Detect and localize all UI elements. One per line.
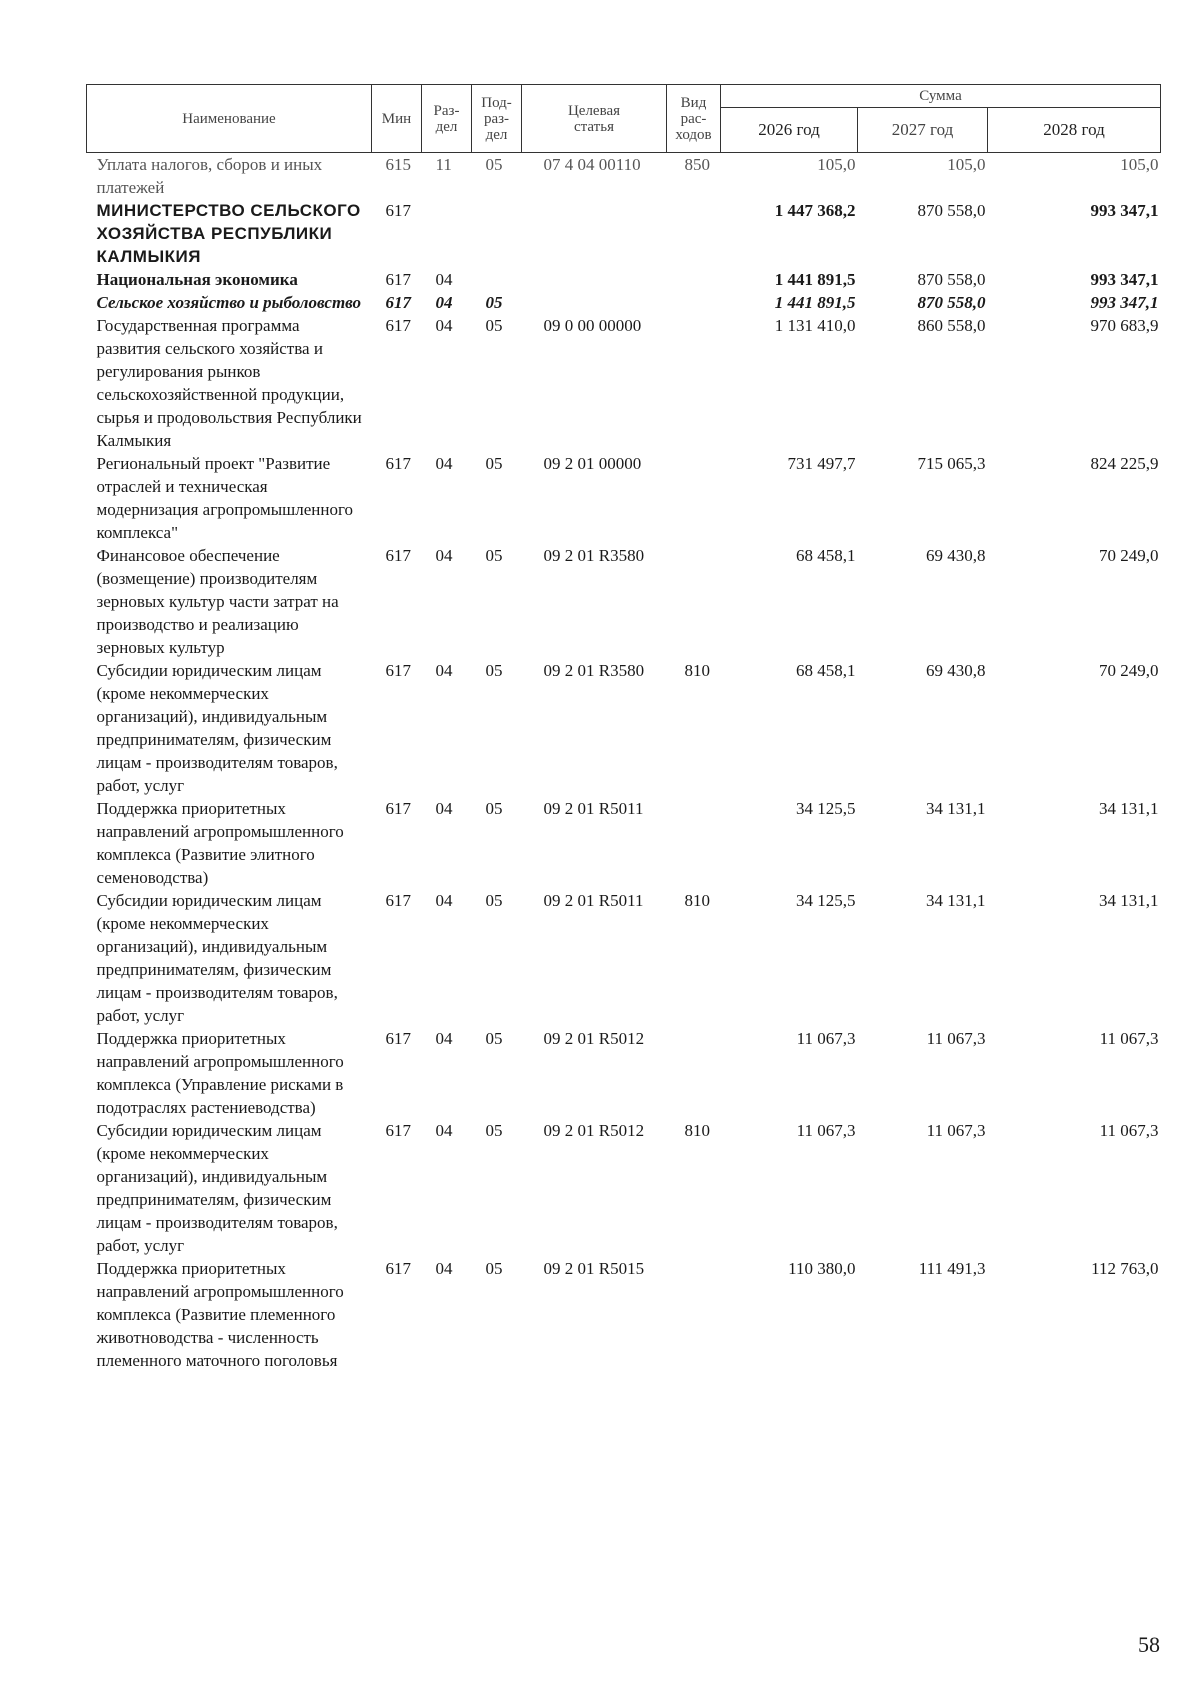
row-sum-2026: 1 131 410,0 bbox=[774, 316, 856, 335]
row-name: Субсидии юридическим лицам (кроме некоммерческих организаций), индивидуальным предпринимателям, физическим лицам - производителям товаров, работ, услуг bbox=[96, 891, 338, 1025]
row-name: Поддержка приоритетных направлений агропромышленного комплекса (Развитие племенного животноводства - численность племенного маточного поголовья bbox=[96, 1259, 344, 1370]
row-sum-2027: 870 558,0 bbox=[917, 293, 986, 312]
row-min: 617 bbox=[385, 316, 411, 335]
row-podrazdel: 05 bbox=[485, 1029, 503, 1048]
row-sum-2027: 715 065,3 bbox=[917, 454, 986, 473]
header-min: Мин bbox=[372, 85, 422, 153]
header-name: Наименование bbox=[87, 85, 372, 153]
row-name: Субсидии юридическим лицам (кроме некоммерческих организаций), индивидуальным предпринимателям, физическим лицам - производителям товаров, работ, услуг bbox=[96, 1121, 338, 1255]
row-name: Поддержка приоритетных направлений агропромышленного комплекса (Развитие элитного семеноводства) bbox=[96, 799, 344, 887]
row-podrazdel: 05 bbox=[485, 1121, 503, 1140]
table-row bbox=[87, 291, 1161, 314]
row-min: 617 bbox=[385, 1029, 411, 1048]
row-sum-2028: 993 347,1 bbox=[1090, 270, 1159, 289]
row-sum-2027: 870 558,0 bbox=[917, 270, 986, 289]
row-sum-2026: 68 458,1 bbox=[796, 546, 856, 565]
table-row bbox=[87, 659, 1161, 797]
row-sum-2028: 112 763,0 bbox=[1091, 1259, 1159, 1278]
row-target bbox=[522, 291, 667, 314]
row-target: 09 2 01 R5011 bbox=[543, 799, 644, 818]
row-target: 07 4 04 00110 bbox=[543, 155, 641, 174]
row-podrazdel bbox=[472, 199, 522, 268]
header-razdel: Раз- дел bbox=[422, 85, 472, 153]
row-podrazdel: 05 bbox=[485, 155, 503, 174]
row-razdel bbox=[422, 199, 472, 268]
header-2027: 2027 год bbox=[858, 108, 988, 153]
row-razdel: 04 bbox=[435, 546, 453, 565]
budget-table-sheet bbox=[86, 84, 1160, 1372]
row-sum-2028: 34 131,1 bbox=[1099, 799, 1159, 818]
header-summa: Сумма bbox=[721, 85, 1161, 108]
table-row bbox=[87, 268, 1161, 291]
table-header bbox=[87, 85, 1161, 153]
row-razdel: 04 bbox=[435, 293, 453, 312]
row-razdel: 04 bbox=[435, 799, 453, 818]
row-sum-2028: 11 067,3 bbox=[1099, 1029, 1159, 1048]
row-target: 09 2 01 R3580 bbox=[543, 661, 645, 680]
row-podrazdel: 05 bbox=[485, 891, 503, 910]
row-min: 617 bbox=[385, 270, 411, 289]
header-2026: 2026 год bbox=[721, 108, 858, 153]
row-sum-2027: 34 131,1 bbox=[926, 891, 986, 910]
row-sum-2027: 111 491,3 bbox=[918, 1259, 986, 1278]
row-sum-2028: 105,0 bbox=[1120, 155, 1159, 174]
row-sum-2027: 69 430,8 bbox=[926, 546, 986, 565]
table-row bbox=[87, 452, 1161, 544]
row-vid bbox=[667, 314, 721, 452]
row-sum-2028: 70 249,0 bbox=[1099, 546, 1159, 565]
row-min: 617 bbox=[385, 201, 411, 220]
row-vid bbox=[667, 199, 721, 268]
row-razdel: 04 bbox=[435, 1121, 453, 1140]
row-vid bbox=[667, 291, 721, 314]
row-min: 617 bbox=[385, 293, 411, 312]
row-podrazdel: 05 bbox=[485, 546, 503, 565]
row-sum-2028: 34 131,1 bbox=[1099, 891, 1159, 910]
row-sum-2028: 970 683,9 bbox=[1090, 316, 1159, 335]
row-vid: 810 bbox=[684, 661, 710, 680]
table-row bbox=[87, 1027, 1161, 1119]
header-vid: Вид рас- ходов bbox=[667, 85, 721, 153]
table-row bbox=[87, 544, 1161, 659]
row-vid bbox=[667, 544, 721, 659]
row-target: 09 0 00 00000 bbox=[543, 316, 642, 335]
row-sum-2028: 11 067,3 bbox=[1099, 1121, 1159, 1140]
row-podrazdel: 05 bbox=[485, 293, 503, 312]
row-vid: 810 bbox=[684, 891, 710, 910]
row-sum-2026: 11 067,3 bbox=[796, 1121, 856, 1140]
row-min: 615 bbox=[385, 155, 411, 174]
row-sum-2028: 993 347,1 bbox=[1090, 201, 1159, 220]
row-vid bbox=[667, 797, 721, 889]
row-sum-2026: 731 497,7 bbox=[787, 454, 856, 473]
row-razdel: 04 bbox=[435, 454, 453, 473]
row-podrazdel: 05 bbox=[485, 1259, 503, 1278]
row-name: Сельское хозяйство и рыболовство bbox=[96, 293, 362, 312]
row-sum-2026: 34 125,5 bbox=[796, 799, 856, 818]
row-name: Поддержка приоритетных направлений агропромышленного комплекса (Управление рисками в подотраслях растениеводства) bbox=[96, 1029, 344, 1117]
row-sum-2026: 1 441 891,5 bbox=[774, 293, 856, 312]
row-name: МИНИСТЕРСТВО СЕЛЬСКОГО ХОЗЯЙСТВА РЕСПУБЛИКИ КАЛМЫКИЯ bbox=[96, 201, 361, 266]
page-number: 58 bbox=[1138, 1632, 1160, 1657]
row-podrazdel: 05 bbox=[485, 799, 503, 818]
row-min: 617 bbox=[385, 546, 411, 565]
row-min: 617 bbox=[385, 891, 411, 910]
row-target: 09 2 01 R5015 bbox=[543, 1259, 645, 1278]
row-target: 09 2 01 R3580 bbox=[543, 546, 645, 565]
row-sum-2026: 1 447 368,2 bbox=[774, 201, 856, 220]
row-vid: 850 bbox=[684, 155, 710, 174]
row-vid bbox=[667, 268, 721, 291]
row-vid bbox=[667, 1027, 721, 1119]
row-sum-2026: 1 441 891,5 bbox=[774, 270, 856, 289]
row-min: 617 bbox=[385, 1259, 411, 1278]
row-sum-2026: 105,0 bbox=[817, 155, 856, 174]
row-sum-2027: 860 558,0 bbox=[917, 316, 986, 335]
row-razdel: 04 bbox=[435, 661, 453, 680]
row-sum-2028: 824 225,9 bbox=[1090, 454, 1159, 473]
table-row bbox=[87, 797, 1161, 889]
row-name: Субсидии юридическим лицам (кроме некоммерческих организаций), индивидуальным предпринимателям, физическим лицам - производителям товаров, работ, услуг bbox=[96, 661, 338, 795]
row-target bbox=[522, 268, 667, 291]
row-razdel: 04 bbox=[435, 270, 453, 289]
header-2028: 2028 год bbox=[988, 108, 1161, 153]
row-name: Уплата налогов, сборов и иных платежей bbox=[96, 155, 323, 197]
row-podrazdel: 05 bbox=[485, 454, 503, 473]
row-min: 617 bbox=[385, 799, 411, 818]
row-sum-2028: 70 249,0 bbox=[1099, 661, 1159, 680]
row-sum-2027: 11 067,3 bbox=[926, 1121, 986, 1140]
row-vid: 810 bbox=[684, 1121, 710, 1140]
row-sum-2026: 34 125,5 bbox=[796, 891, 856, 910]
row-target: 09 2 01 00000 bbox=[543, 454, 642, 473]
table-row bbox=[87, 153, 1161, 200]
row-vid bbox=[667, 1257, 721, 1372]
row-podrazdel: 05 bbox=[485, 316, 503, 335]
table-row bbox=[87, 889, 1161, 1027]
table-body bbox=[87, 153, 1161, 1373]
row-podrazdel: 05 bbox=[485, 661, 503, 680]
table-row bbox=[87, 1119, 1161, 1257]
row-sum-2027: 105,0 bbox=[947, 155, 986, 174]
row-sum-2027: 34 131,1 bbox=[926, 799, 986, 818]
row-name: Государственная программа развития сельского хозяйства и регулирования рынков сельскохозяйственной продукции, сырья и продовольствия Республики Калмыкия bbox=[96, 316, 362, 450]
row-min: 617 bbox=[385, 661, 411, 680]
row-sum-2026: 68 458,1 bbox=[796, 661, 856, 680]
row-razdel: 04 bbox=[435, 891, 453, 910]
table-row bbox=[87, 199, 1161, 268]
row-target bbox=[522, 199, 667, 268]
header-target: Целевая статья bbox=[522, 85, 667, 153]
row-sum-2026: 11 067,3 bbox=[796, 1029, 856, 1048]
row-podrazdel bbox=[472, 268, 522, 291]
row-sum-2027: 69 430,8 bbox=[926, 661, 986, 680]
row-sum-2027: 870 558,0 bbox=[917, 201, 986, 220]
row-target: 09 2 01 R5012 bbox=[543, 1121, 645, 1140]
header-podrazdel: Под- раз- дел bbox=[472, 85, 522, 153]
row-name: Национальная экономика bbox=[96, 270, 298, 289]
row-name: Финансовое обеспечение (возмещение) производителям зерновых культур части затрат на производство и реализацию зерновых культур bbox=[96, 546, 339, 657]
row-razdel: 04 bbox=[435, 316, 453, 335]
table-row bbox=[87, 1257, 1161, 1372]
row-sum-2027: 11 067,3 bbox=[926, 1029, 986, 1048]
budget-table bbox=[86, 84, 1161, 1372]
row-sum-2026: 110 380,0 bbox=[788, 1259, 856, 1278]
row-target: 09 2 01 R5012 bbox=[543, 1029, 645, 1048]
row-razdel: 04 bbox=[435, 1259, 453, 1278]
row-name: Региональный проект "Развитие отраслей и техническая модернизация агропромышленного комплекса" bbox=[96, 454, 354, 542]
row-min: 617 bbox=[385, 454, 411, 473]
row-target: 09 2 01 R5011 bbox=[543, 891, 644, 910]
row-sum-2028: 993 347,1 bbox=[1090, 293, 1159, 312]
row-vid bbox=[667, 452, 721, 544]
row-razdel: 11 bbox=[435, 155, 452, 174]
table-row bbox=[87, 314, 1161, 452]
row-min: 617 bbox=[385, 1121, 411, 1140]
row-razdel: 04 bbox=[435, 1029, 453, 1048]
